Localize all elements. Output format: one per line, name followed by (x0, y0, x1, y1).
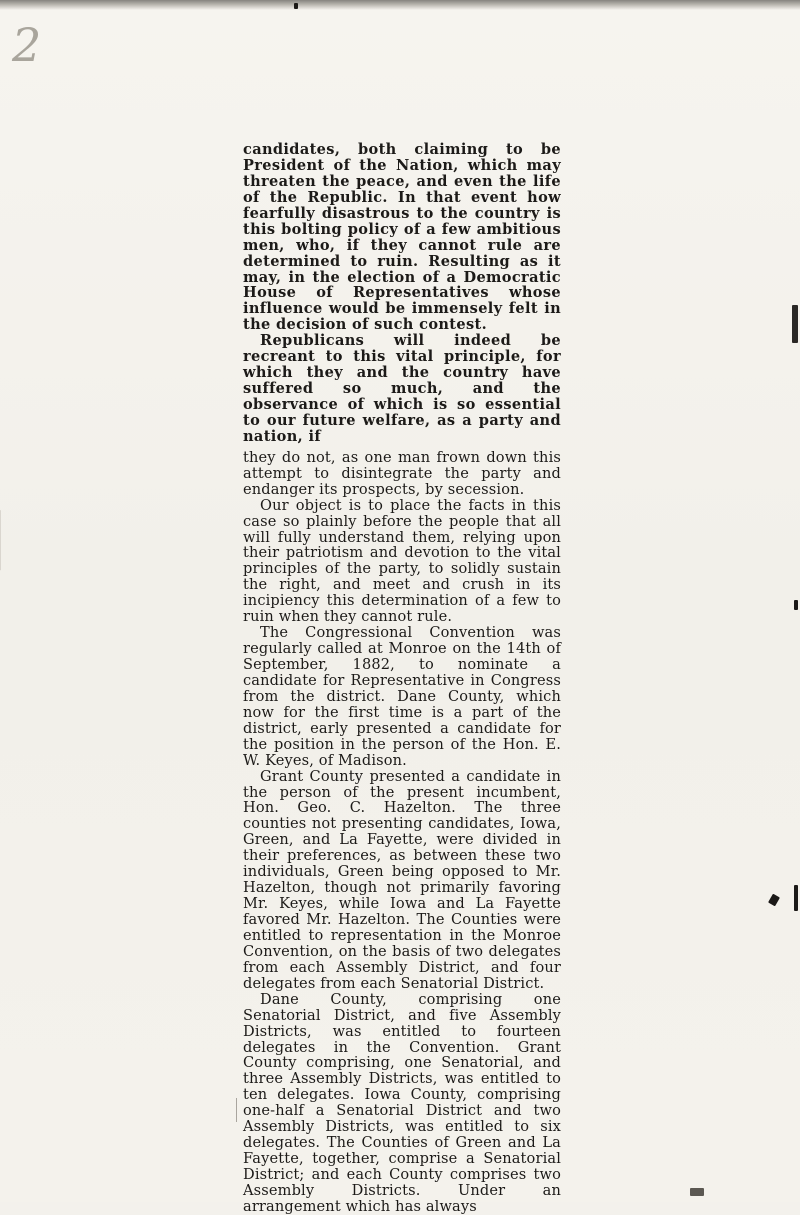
scan-mark (690, 1188, 704, 1196)
paragraph: Republicans will indeed be recreant to this vital principle, for which they and the country have suffered so much, and the observance of which is so essential to our future welfare, as a party and nation, if (243, 332, 561, 445)
scan-mark (794, 885, 798, 911)
paragraph: Grant County presented a candidate in the person of the present incumbent, Hon. Geo. C. Hazelton. The three counties not presenting candidates, Iowa, Green, and La Fayette, were divided in their preferences, as between these two individuals, Green being opposed to Mr. Hazelton, though not primarily favoring Mr. Keyes, while Iowa and La Fayette favored Mr. Hazelton. The Counties were entitled to representation in the Monroe Convention, on the basis of two delegates from each Assembly District, and four delegates from each Senatorial District. (243, 767, 561, 992)
paragraph: candidates, both claiming to be President of the Nation, which may threaten the peace, and even the life of the Republic. In that event how fearfully disastrous to the country is this bolting policy of a few ambitious men, who, if they cannot rule are determined to ruin. Resulting as it may, in the election of a Democratic House of Representatives whose influence would be immensely felt in the decision of such contest. (243, 141, 561, 334)
scan-mark (792, 305, 798, 343)
scan-mark (794, 600, 798, 610)
scan-mark (294, 3, 298, 9)
page-number: 2 (12, 18, 42, 72)
scan-mark (768, 894, 780, 907)
column-rule (236, 1098, 237, 1122)
text-column (243, 142, 561, 1215)
page-top-edge-shadow (0, 0, 800, 10)
paragraph: Our object is to place the facts in this case so plainly before the people that all will fully understand them, relying upon their patriotism and devotion to the vital principles of the party, to solidly sustain the right, and meet and crush in its incipiency this determination of a few to ruin when they cannot rule. (243, 496, 561, 626)
paragraph: Dane County, comprising one Senatorial District, and five Assembly Districts, was entitled to fourteen delegates in the Convention. Grant County comprising, one Senatorial, and three Assembly Districts, was entitled to ten delegates. Iowa County, comprising one-half a Senatorial District and two Assembly Districts, was entitled to six delegates. The Counties of Green and La Fayette, together, comprise a Senatorial District; and each County comprises two Assembly Districts. Under an arrangement which has always (243, 990, 561, 1215)
page-fold-shadow (0, 510, 29, 590)
paragraph: The Congressional Convention was regularly called at Monroe on the 14th of September, 1882, to nominate a candidate for Representative in Congress from the district. Dane County, which now for the first time is a part of the district, early presented a candidate for the position in the person of the Hon. E. W. Keyes, of Madison. (243, 624, 561, 769)
paragraph: they do not, as one man frown down this attempt to disintegrate the party and endanger its prospects, by secession. (243, 448, 561, 498)
